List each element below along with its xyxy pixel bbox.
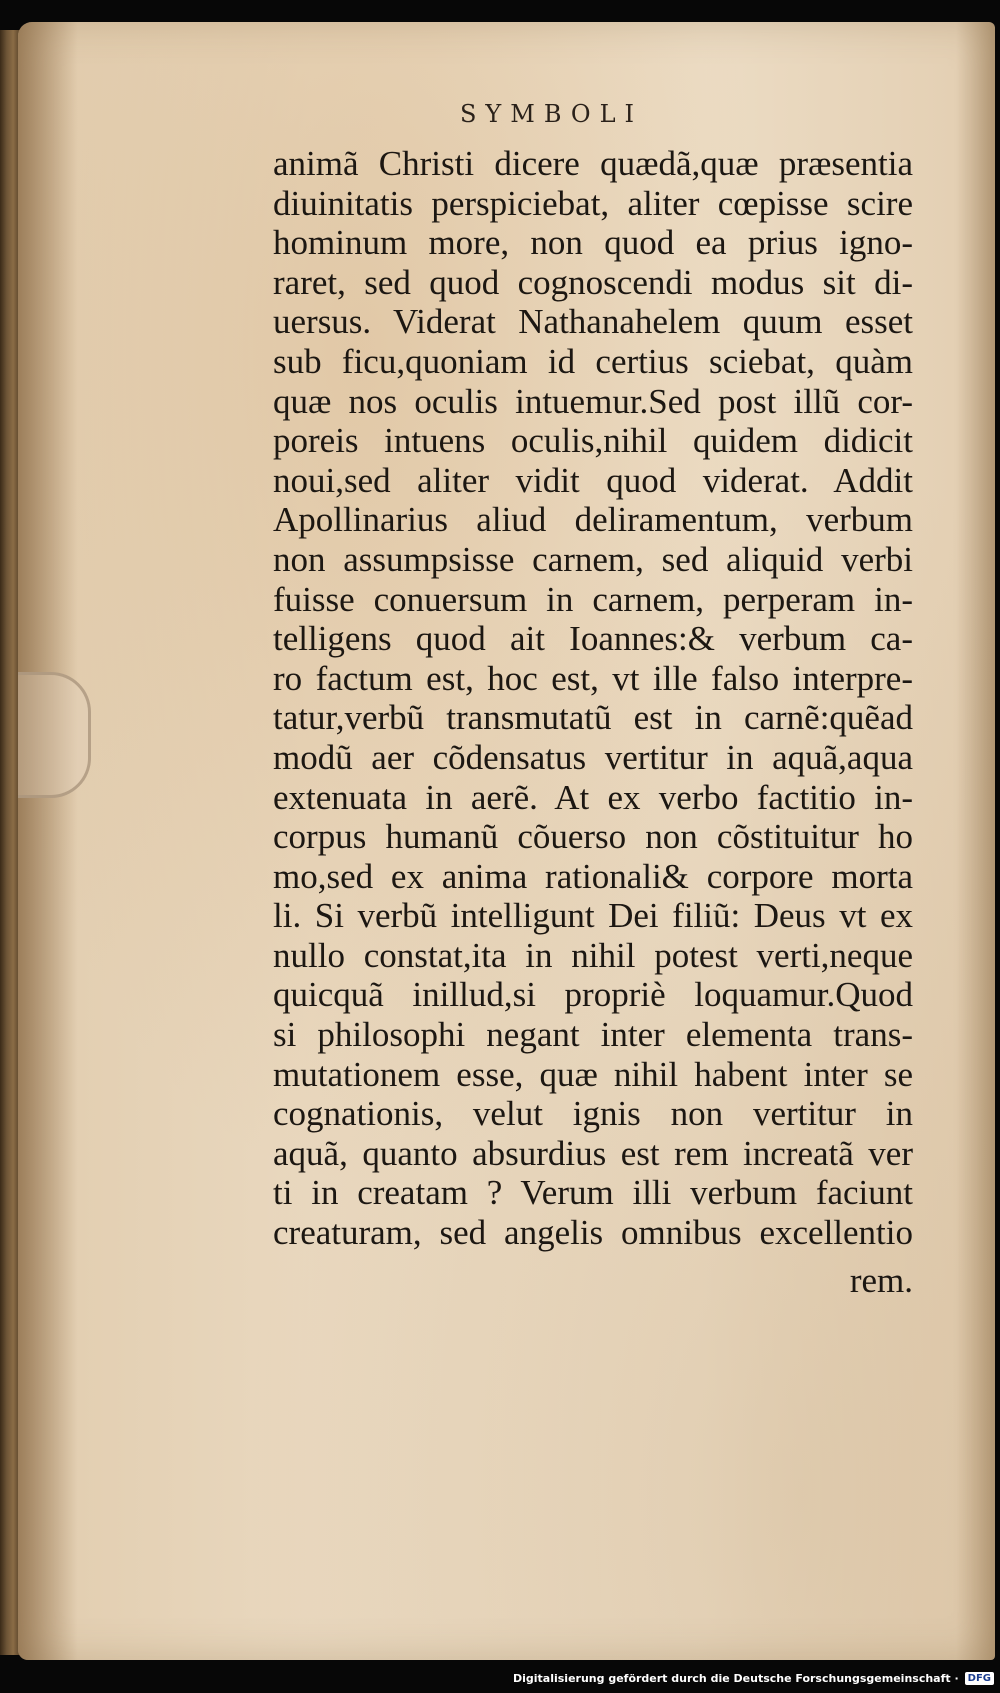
- book-page: [18, 22, 995, 1660]
- text-line: corpus humanũ cõuerso non cõstituitur ho: [273, 817, 913, 857]
- dfg-logo: DFG: [965, 1672, 994, 1685]
- text-line: ti in creatam ? Verum illi verbum faciunt: [273, 1173, 913, 1213]
- text-line: creaturam, sed angelis omnibus excellentio: [273, 1213, 913, 1253]
- text-line: li. Si verbũ intelligunt Dei filiũ: Deus vt ex: [273, 896, 913, 936]
- text-line: animã Christi dicere quædã,quæ præsentia: [273, 144, 913, 183]
- text-line: noui,sed aliter vidit quod viderat. Addit: [273, 460, 913, 500]
- text-line: mo,sed ex anima rationali& corpore morta: [273, 856, 913, 896]
- text-line: si philosophi negant inter elementa trans-: [273, 1015, 913, 1055]
- text-line: modũ aer cõdensatus vertitur in aquã,aqua: [273, 737, 913, 777]
- text-line: sub ficu,quoniam id certius sciebat, quàm: [273, 341, 913, 381]
- text-line: fuisse conuersum in carnem, perperam in-: [273, 579, 913, 619]
- text-line: quæ nos oculis intuemur.Sed post illũ cor-: [273, 381, 913, 421]
- text-line: nullo constat,ita in nihil potest verti,neque: [273, 935, 913, 975]
- running-title: SYMBOLI: [459, 100, 644, 128]
- text-line: mutationem esse, quæ nihil habent inter se: [273, 1054, 913, 1094]
- text-line: telligens quod ait Ioannes:& verbum ca-: [273, 619, 913, 659]
- text-line: quicquã inillud,si propriè loquamur.Quod: [273, 975, 913, 1015]
- text-line: hominum more, non quod ea prius igno-: [273, 223, 913, 263]
- text-line: tatur,verbũ transmutatũ est in carnẽ:quẽad: [273, 698, 913, 738]
- page-gutter: [18, 22, 78, 1660]
- text-line: non assumpsisse carnem, sed aliquid verbi: [273, 539, 913, 579]
- text-line: uersus. Viderat Nathanahelem quum esset: [273, 302, 913, 342]
- body-text: [273, 144, 913, 1300]
- text-line: Apollinarius aliud deliramentum, verbum: [273, 500, 913, 540]
- text-line: raret, sed quod cognoscendi modus sit di-: [273, 262, 913, 302]
- credit-text: Digitalisierung gefördert durch die Deutsche Forschungsgemeinschaft ·: [512, 1671, 959, 1685]
- catchword: rem.: [849, 1260, 913, 1300]
- text-line: poreis intuens oculis,nihil quidem didicit: [273, 421, 913, 461]
- text-line: aquã, quanto absurdius est rem increatã ver: [273, 1133, 913, 1173]
- text-line: cognationis, velut ignis non vertitur in: [273, 1094, 913, 1134]
- text-line: ro factum est, hoc est, vt ille falso interpre-: [273, 658, 913, 698]
- clip-tab: [18, 672, 91, 798]
- text-line: extenuata in aerẽ. At ex verbo factitio in-: [273, 777, 913, 817]
- text-line: diuinitatis perspiciebat, aliter cœpisse scire: [273, 183, 913, 223]
- digitization-credit: [513, 1667, 994, 1689]
